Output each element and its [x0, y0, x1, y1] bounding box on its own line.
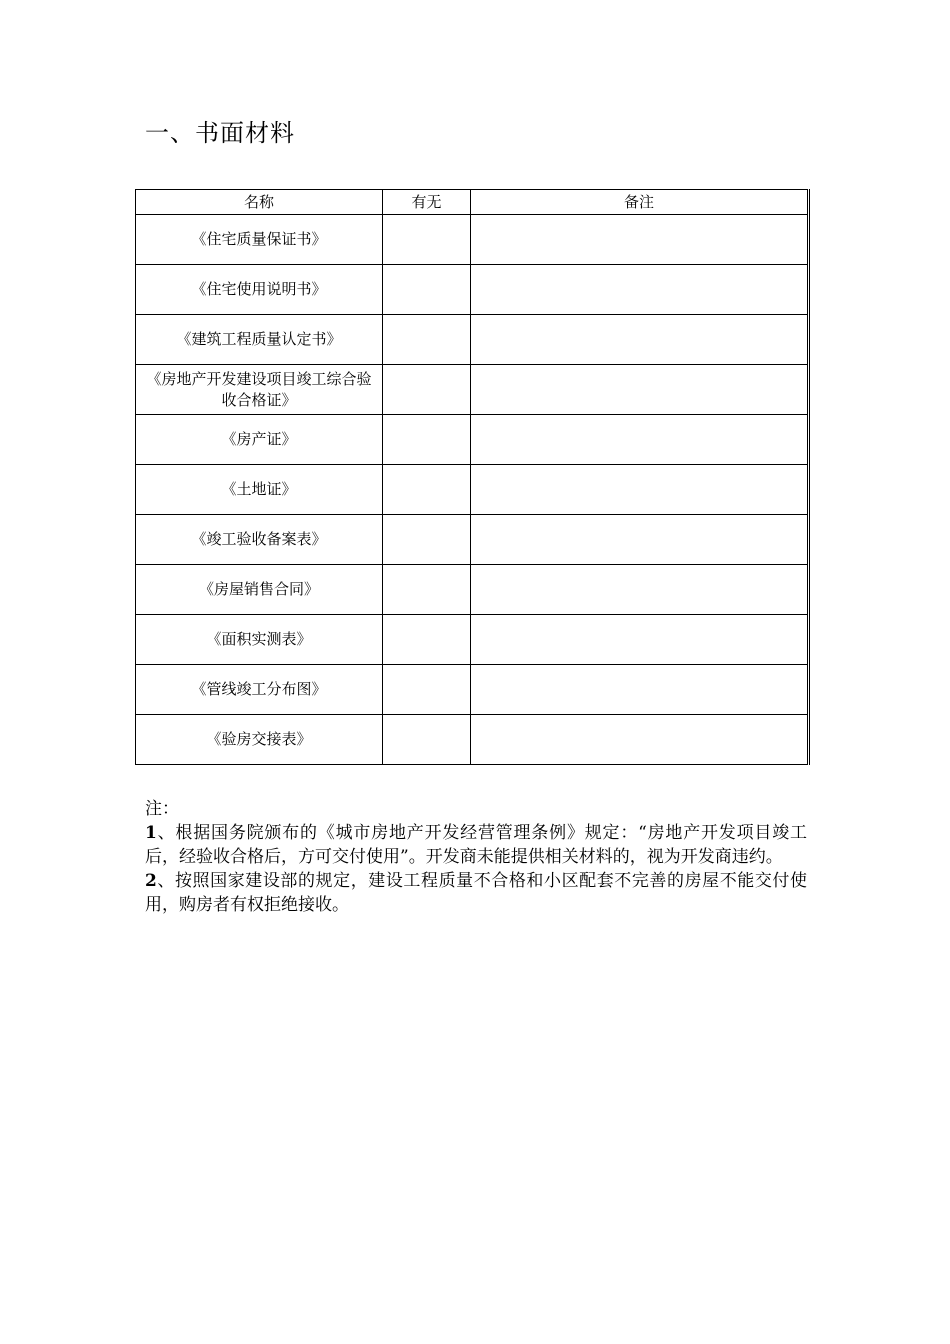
material-has-cell[interactable] [383, 315, 471, 365]
table-row [136, 715, 809, 765]
header-name: 名称 [136, 190, 383, 215]
note-text: 、按照国家建设部的规定，建设工程质量不合格和小区配套不完善的房屋不能交付使用，购房者有权拒绝接收。 [145, 871, 807, 915]
material-name: 《住宅质量保证书》 [136, 215, 383, 265]
material-name: 《房产证》 [136, 415, 383, 465]
material-has-cell[interactable] [383, 265, 471, 315]
material-has-cell[interactable] [383, 715, 471, 765]
material-name: 《房屋销售合同》 [136, 565, 383, 615]
material-remark-cell[interactable] [471, 465, 809, 515]
material-name: 《管线竣工分布图》 [136, 665, 383, 715]
material-name: 《房地产开发建设项目竣工综合验收合格证》 [136, 365, 383, 415]
material-name: 《验房交接表》 [136, 715, 383, 765]
note-number: 1 [145, 823, 157, 843]
table-row [136, 265, 809, 315]
table-row [136, 665, 809, 715]
header-has: 有无 [383, 190, 471, 215]
material-remark-cell[interactable] [471, 415, 809, 465]
material-has-cell[interactable] [383, 465, 471, 515]
material-has-cell[interactable] [383, 615, 471, 665]
table-row [136, 565, 809, 615]
material-name: 《建筑工程质量认定书》 [136, 315, 383, 365]
material-has-cell[interactable] [383, 215, 471, 265]
material-has-cell[interactable] [383, 515, 471, 565]
material-has-cell[interactable] [383, 565, 471, 615]
table-row [136, 315, 809, 365]
material-remark-cell[interactable] [471, 365, 809, 415]
material-name: 《面积实测表》 [136, 615, 383, 665]
material-has-cell[interactable] [383, 665, 471, 715]
material-remark-cell[interactable] [471, 615, 809, 665]
material-name: 《竣工验收备案表》 [136, 515, 383, 565]
table-row [136, 515, 809, 565]
section-heading: 一、书面材料 [145, 119, 295, 147]
material-name: 《土地证》 [136, 465, 383, 515]
material-remark-cell[interactable] [471, 715, 809, 765]
material-remark-cell[interactable] [471, 315, 809, 365]
materials-table [135, 189, 810, 765]
note-number: 2 [145, 871, 157, 891]
table-row [136, 465, 809, 515]
table-header-row [136, 190, 809, 215]
note-text: 、根据国务院颁布的《城市房地产开发经营管理条例》规定：“房地产开发项目竣工后，经验收合格后，方可交付使用”。开发商未能提供相关材料的，视为开发商违约。 [145, 823, 807, 867]
material-remark-cell[interactable] [471, 215, 809, 265]
material-remark-cell[interactable] [471, 665, 809, 715]
material-has-cell[interactable] [383, 415, 471, 465]
header-remark: 备注 [471, 190, 809, 215]
table-row [136, 365, 809, 415]
notes-label: 注： [145, 799, 179, 819]
notes-section [145, 797, 807, 917]
material-name: 《住宅使用说明书》 [136, 265, 383, 315]
table-row [136, 215, 809, 265]
material-remark-cell[interactable] [471, 515, 809, 565]
material-has-cell[interactable] [383, 365, 471, 415]
note-item [145, 821, 807, 869]
table-row [136, 415, 809, 465]
material-remark-cell[interactable] [471, 565, 809, 615]
note-item [145, 869, 807, 917]
table-row [136, 615, 809, 665]
material-remark-cell[interactable] [471, 265, 809, 315]
